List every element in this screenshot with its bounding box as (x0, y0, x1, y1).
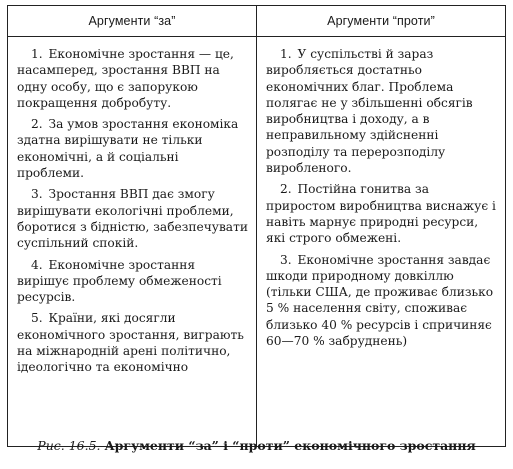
column-pro (8, 37, 257, 447)
arguments-table (7, 5, 506, 447)
figure-title: Аргументи “за” і “проти” економічного зростання (104, 438, 476, 453)
header-pro: Аргументи “за” (8, 6, 257, 37)
pro-argument-2: 2. За умов зростання економіка здатна вирішувати не тільки економічні, а й соціальні проблеми. (17, 117, 239, 181)
pro-argument-4: 4. Економічне зростання вирішує проблему обмеженості ресурсів. (17, 257, 222, 305)
pro-argument-1: 1. Економічне зростання — це, насамперед, зростання ВВП на одну особу, що є запорукою покращення добробуту. (17, 47, 234, 110)
column-contra (257, 37, 506, 447)
table-header-row (8, 6, 506, 37)
contra-argument-1: 1. У суспільстві й зараз виробляється достатньо економічних благ. Проблема полягає не у збільшенні обсягів виробництва і доходу, а в неправильному здійсненні розподілу та перерозподілу виробленого. (266, 47, 473, 176)
figure-label: Рис. 16.5. (37, 438, 101, 453)
table-body-row (8, 37, 506, 447)
contra-argument-3: 3. Економічне зростання завдає шкоди природному довкіллю (тільки США, де проживає близько 5 % населення світу, споживає близько 40 % ресурсів і спричиняє 60—70 % забруднень) (266, 252, 494, 349)
header-contra: Аргументи “проти” (257, 6, 506, 37)
pro-argument-3: 3. Зростання ВВП дає змогу вирішувати екологічні проблеми, боротися з бідністю, забезпечувати суспільний спокій. (17, 187, 248, 251)
contra-argument-2: 2. Постійна гонитва за приростом виробництва виснажує і навіть марнує природні ресурси, які строго обмежені. (266, 182, 496, 246)
document (7, 5, 506, 447)
pro-argument-5: 5. Країни, які досягли економічного зростання, виграють на міжнародній арені політично, ідеологічно та економічно (17, 311, 244, 375)
figure-caption (0, 438, 513, 453)
